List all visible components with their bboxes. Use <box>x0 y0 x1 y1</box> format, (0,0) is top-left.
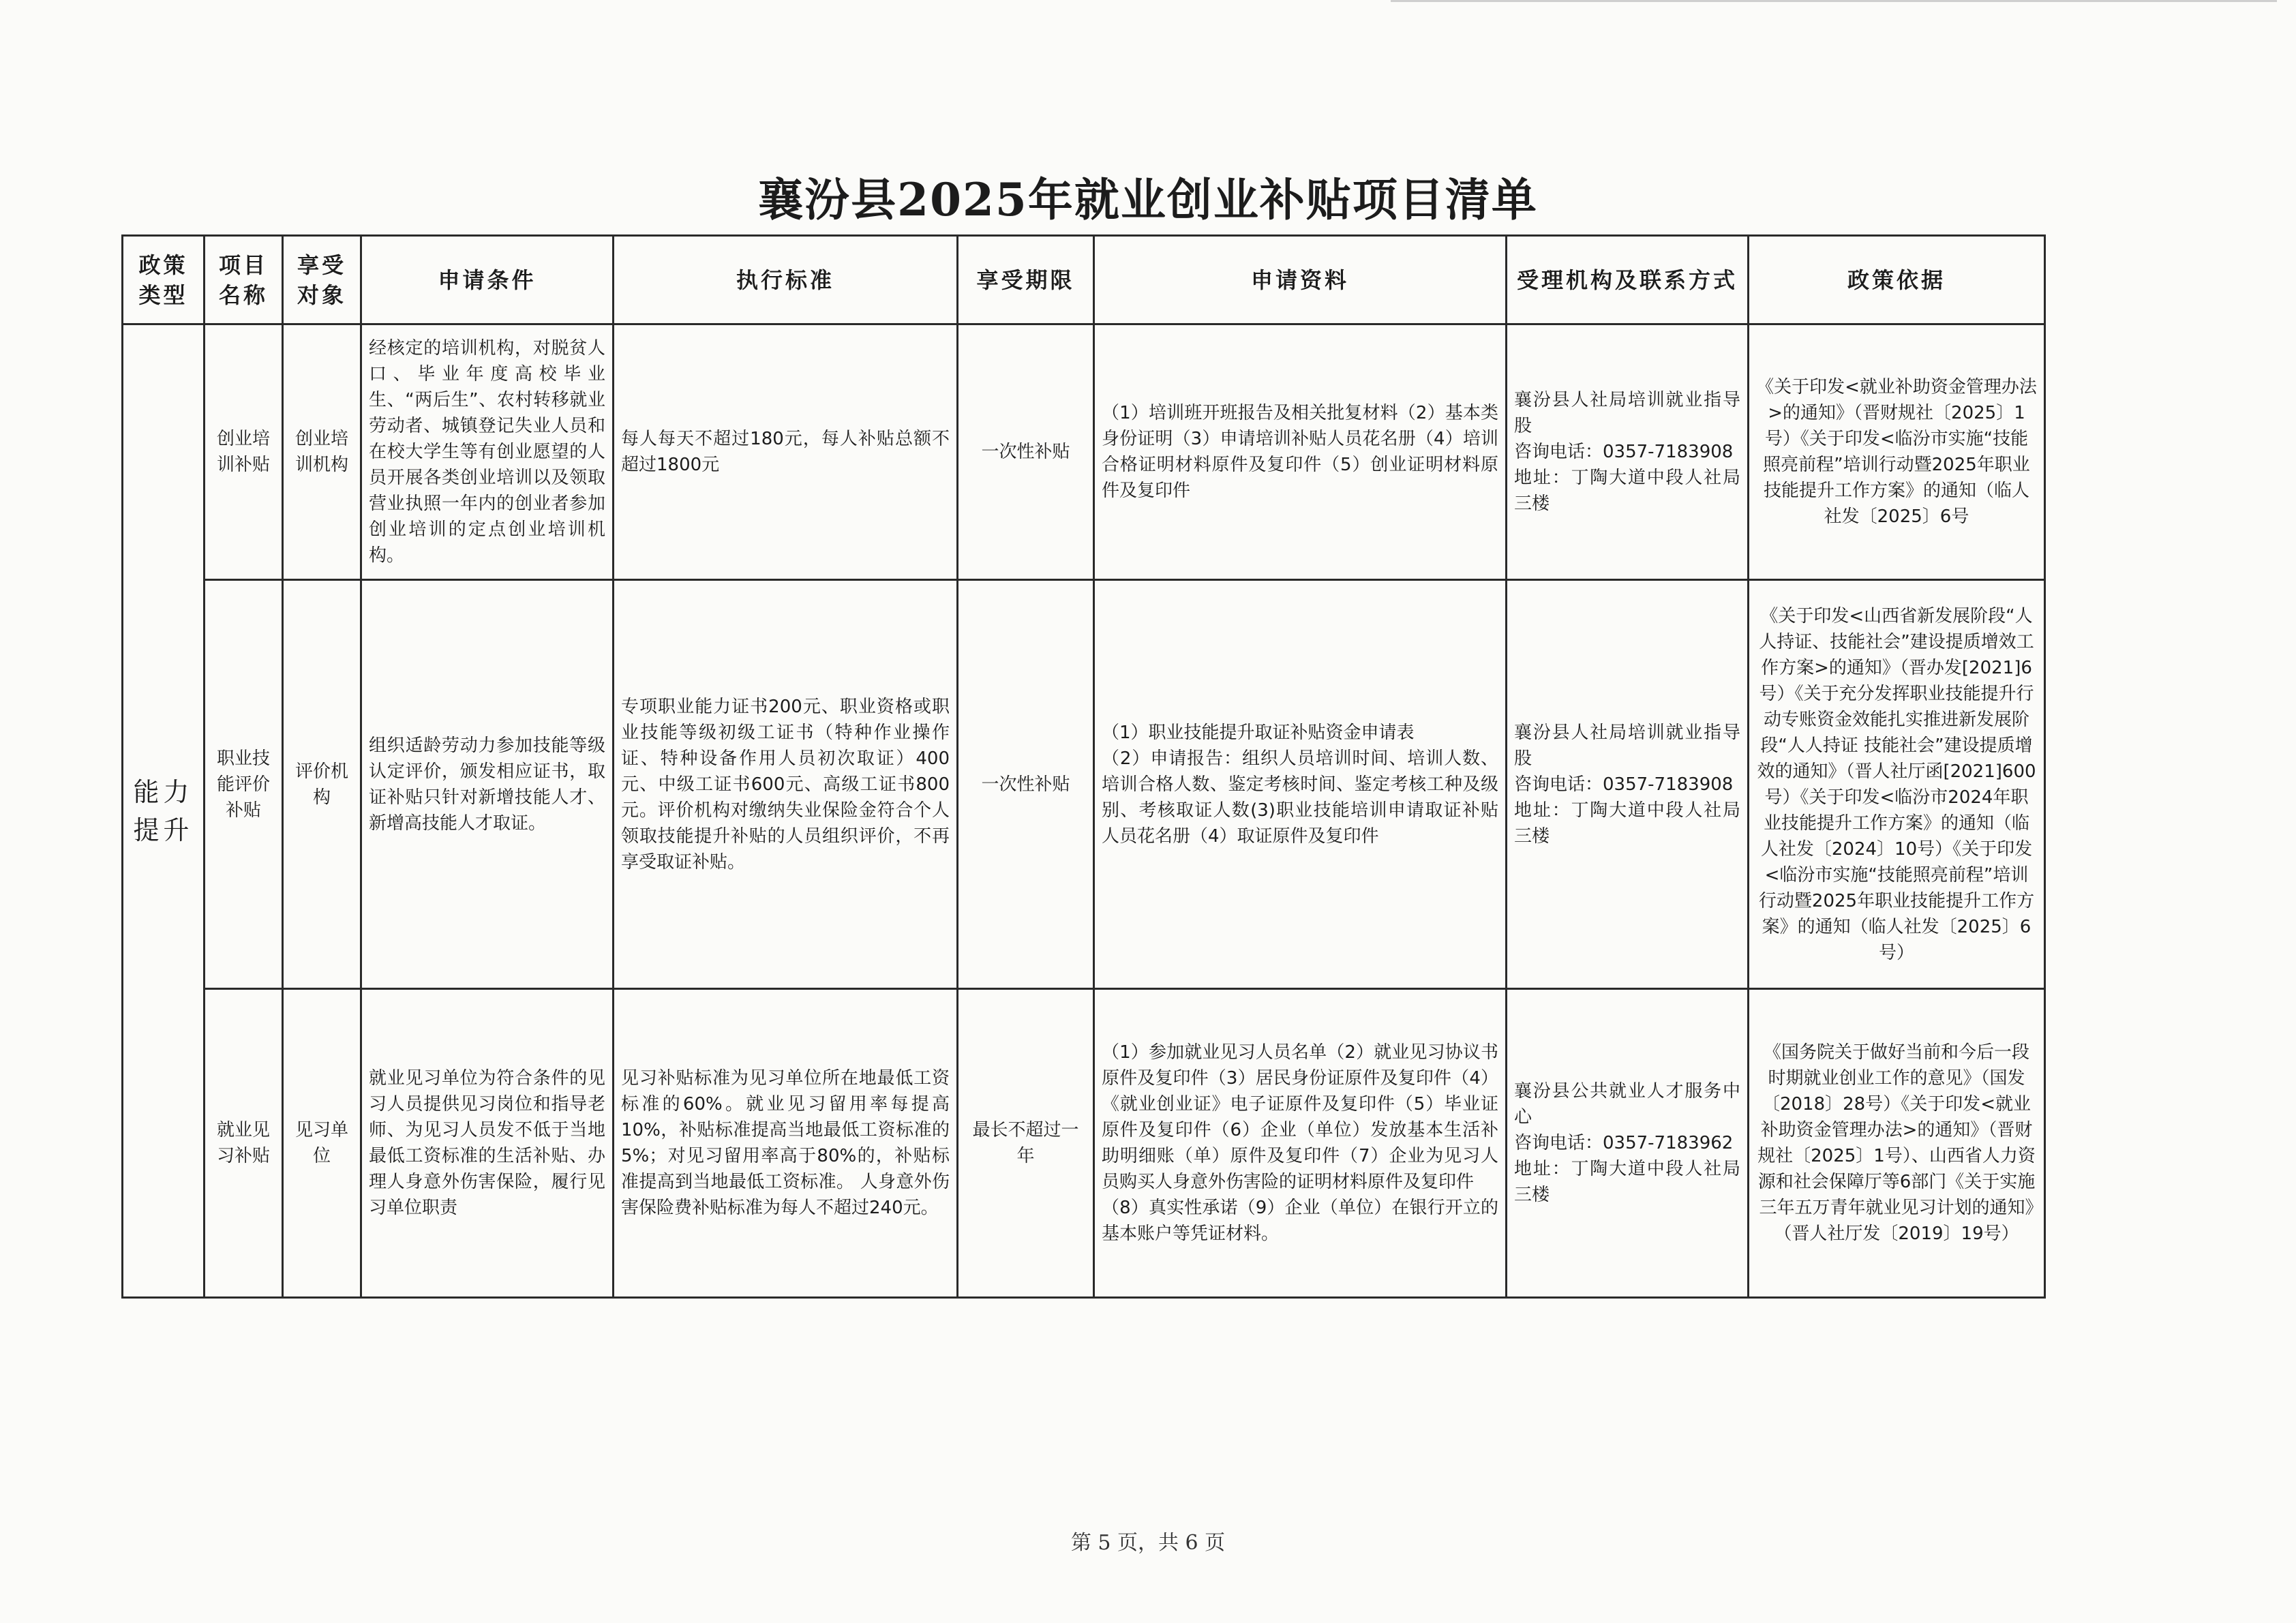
beneficiary-cell: 见习单位 <box>283 989 361 1298</box>
header-basis: 政策依据 <box>1749 236 2045 324</box>
period-cell: 一次性补贴 <box>958 580 1094 989</box>
header-materials: 申请资料 <box>1094 236 1507 324</box>
period-cell: 最长不超过一年 <box>958 989 1094 1298</box>
standard-cell: 每人每天不超过180元，每人补贴总额不超过1800元 <box>614 324 958 580</box>
materials-cell: （1）参加就业见习人员名单（2）就业见习协议书原件及复印件（3）居民身份证原件及复印件（4）《就业创业证》电子证原件及复印件（5）毕业证原件及复印件（6）企业（单位）发放基本生活补助明细账（单）原件及复印件（7）企业为见习人员购买人身意外伤害险的证明材料原件及复印件 （8）真实性承诺（9）企业（单位）在银行开立的基本账户等凭证材料。 <box>1094 989 1507 1298</box>
agency-cell: 襄汾县人社局培训就业指导股 咨询电话：0357-7183908 地址：丁陶大道中段人社局三楼 <box>1507 580 1749 989</box>
subsidy-table <box>121 234 2046 1299</box>
standard-cell: 见习补贴标准为见习单位所在地最低工资标准的60%。就业见习留用率每提高10%，补贴标准提高当地最低工资标准的5%；对见习留用率高于80%的，补贴标准提高到当地最低工资标准。 人身意外伤害保险费补贴标准为每人不超过240元。 <box>614 989 958 1298</box>
beneficiary-cell: 评价机构 <box>283 580 361 989</box>
agency-cell: 襄汾县人社局培训就业指导股 咨询电话：0357-7183908 地址：丁陶大道中段人社局三楼 <box>1507 324 1749 580</box>
conditions-cell: 就业见习单位为符合条件的见习人员提供见习岗位和指导老师、为见习人员发不低于当地最低工资标准的生活补贴、办理人身意外伤害保险，履行见习单位职责 <box>361 989 614 1298</box>
page-footer: 第 5 页，共 6 页 <box>1070 1531 1226 1555</box>
page-title: 襄汾县2025年就业创业补贴项目清单 <box>758 173 1538 226</box>
basis-cell: 《关于印发<就业补助资金管理办法>的通知》（晋财规社〔2025〕1号）《关于印发<临汾市实施“技能照亮前程”培训行动暨2025年职业技能提升工作方案》的通知（临人社发〔2025〕6号 <box>1749 324 2045 580</box>
header-policy-type: 政策类型 <box>123 236 205 324</box>
project-name-cell: 就业见习补贴 <box>205 989 283 1298</box>
header-conditions: 申请条件 <box>361 236 614 324</box>
conditions-cell: 经核定的培训机构，对脱贫人口、毕业年度高校毕业生、“两后生”、农村转移就业劳动者、城镇登记失业人员和在校大学生等有创业愿望的人员开展各类创业培训以及领取营业执照一年内的创业者参加创业培训的定点创业培训机构。 <box>361 324 614 580</box>
scan-edge-mark <box>1391 0 2277 2</box>
policy-type-cell: 能力提升 <box>123 324 205 1298</box>
table-row <box>123 989 2045 1298</box>
header-project-name: 项目名称 <box>205 236 283 324</box>
basis-cell: 《国务院关于做好当前和今后一段时期就业创业工作的意见》（国发〔2018〕28号）《关于印发<就业补助资金管理办法>的通知》（晋财规社〔2025〕1号）、山西省人力资源和社会保障厅等6部门《关于实施三年五万青年就业见习计划的通知》（晋人社厅发〔2019〕19号） <box>1749 989 2045 1298</box>
header-beneficiary: 享受对象 <box>283 236 361 324</box>
project-name-cell: 职业技能评价补贴 <box>205 580 283 989</box>
conditions-cell: 组织适龄劳动力参加技能等级认定评价，颁发相应证书，取证补贴只针对新增技能人才、新增高技能人才取证。 <box>361 580 614 989</box>
table-row <box>123 324 2045 580</box>
beneficiary-cell: 创业培训机构 <box>283 324 361 580</box>
standard-cell: 专项职业能力证书200元、职业资格或职业技能等级初级工证书（特种作业操作证、特种设备作用人员初次取证）400元、中级工证书600元、高级工证书800元。评价机构对缴纳失业保险金符合个人领取技能提升补贴的人员组织评价，不再享受取证补贴。 <box>614 580 958 989</box>
header-row <box>123 236 2045 324</box>
materials-cell: （1）职业技能提升取证补贴资金申请表 （2）申请报告：组织人员培训时间、培训人数、培训合格人数、鉴定考核时间、鉴定考核工种及级别、考核取证人数(3)职业技能培训申请取证补贴人员花名册（4）取证原件及复印件 <box>1094 580 1507 989</box>
header-agency: 受理机构及联系方式 <box>1507 236 1749 324</box>
period-cell: 一次性补贴 <box>958 324 1094 580</box>
agency-cell: 襄汾县公共就业人才服务中心 咨询电话：0357-7183962 地址：丁陶大道中段人社局三楼 <box>1507 989 1749 1298</box>
header-period: 享受期限 <box>958 236 1094 324</box>
materials-cell: （1）培训班开班报告及相关批复材料（2）基本类身份证明（3）申请培训补贴人员花名册（4）培训合格证明材料原件及复印件（5）创业证明材料原件及复印件 <box>1094 324 1507 580</box>
project-name-cell: 创业培训补贴 <box>205 324 283 580</box>
basis-cell: 《关于印发<山西省新发展阶段“人人持证、技能社会”建设提质增效工作方案>的通知》（晋办发[2021]6号）《关于充分发挥职业技能提升行动专账资金效能扎实推进新发展阶段“人人持证 技能社会”建设提质增效的通知》（晋人社厅函[2021]600号）《关于印发<临汾市2024年职业技能提升工作方案》的通知（临人社发〔2024〕10号）《关于印发<临汾市实施“技能照亮前程”培训行动暨2025年职业技能提升工作方案》的通知（临人社发〔2025〕6号） <box>1749 580 2045 989</box>
table-row <box>123 580 2045 989</box>
header-standard: 执行标准 <box>614 236 958 324</box>
